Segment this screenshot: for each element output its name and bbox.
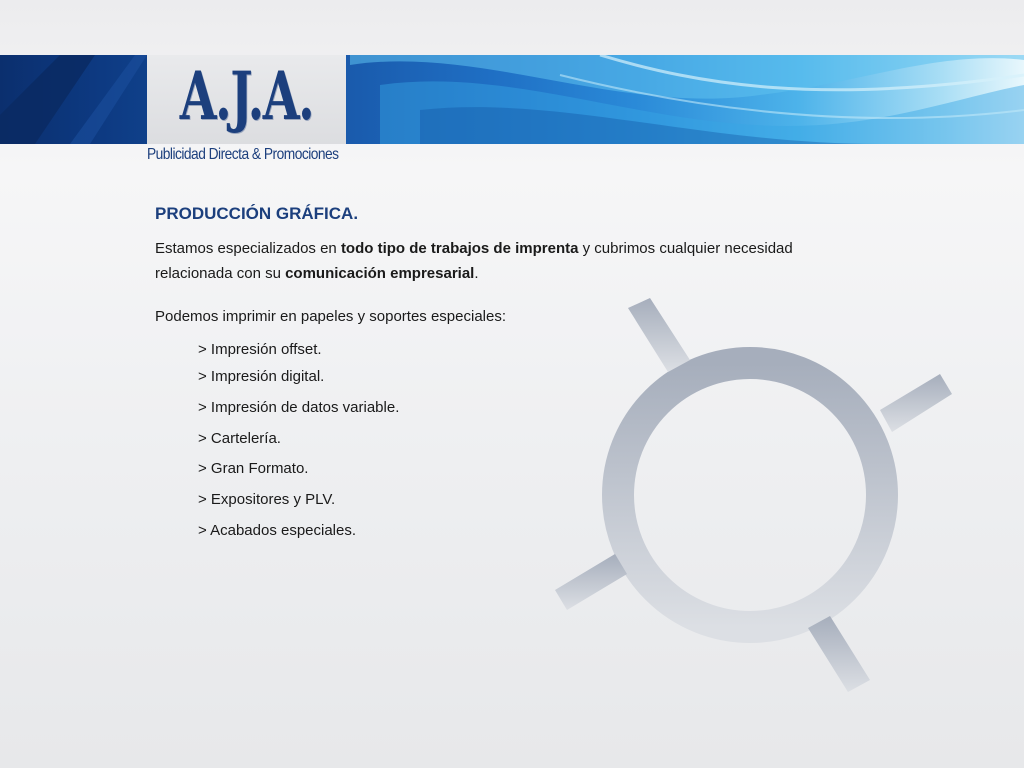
intro-bold-2: comunicación empresarial bbox=[285, 265, 475, 282]
list-item: > Impresión offset. bbox=[198, 341, 322, 358]
list-item: > Cartelería. bbox=[198, 430, 281, 447]
list-item: > Gran Formato. bbox=[198, 460, 309, 477]
intro-paragraph bbox=[155, 236, 835, 286]
list-item: > Expositores y PLV. bbox=[198, 491, 336, 508]
services-intro: Podemos imprimir en papeles y soportes especiales: bbox=[155, 308, 506, 325]
logo-letters: A.J.A. bbox=[179, 57, 314, 135]
logo bbox=[147, 55, 346, 144]
intro-bold-1: todo tipo de trabajos de imprenta bbox=[340, 240, 579, 257]
intro-text-1: Estamos especializados en bbox=[155, 240, 341, 257]
main-content bbox=[155, 204, 835, 325]
intro-text-3: . bbox=[474, 265, 479, 282]
list-item: > Impresión de datos variable. bbox=[198, 399, 400, 416]
registration-mark-icon bbox=[540, 290, 960, 700]
logo-tagline: Publicidad Directa & Promociones bbox=[147, 146, 339, 163]
page-title: PRODUCCIÓN GRÁFICA. bbox=[155, 204, 359, 223]
intro-text-2: y cubrimos cualquier necesidad relacionada con su bbox=[155, 240, 793, 282]
list-item: > Impresión digital. bbox=[198, 368, 325, 385]
list-item: > Acabados especiales. bbox=[198, 522, 357, 539]
